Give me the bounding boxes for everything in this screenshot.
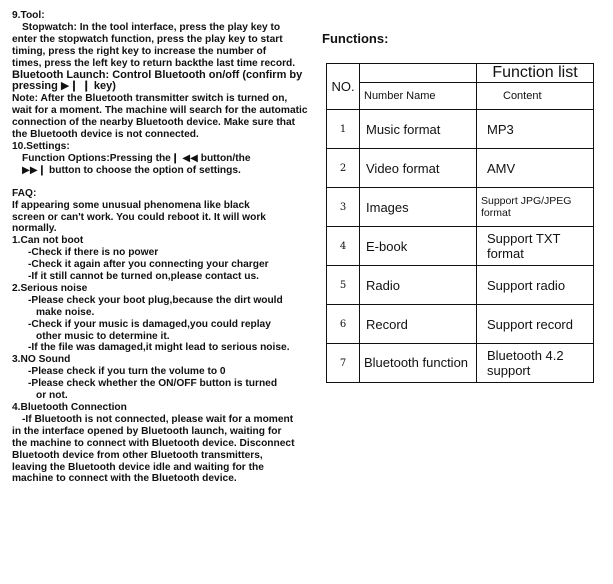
settings-line: ▶▶❙ button to choose the option of settings. <box>22 164 241 176</box>
faq-item-line: -Please check whether the ON/OFF button is turned <box>28 378 278 390</box>
faq-item-line: in the interface opened by Bluetooth launch, waiting for <box>12 425 282 437</box>
faq-item-title: 4.Bluetooth Connection <box>12 402 127 413</box>
table-row <box>327 227 594 266</box>
row-name: E-book <box>360 227 477 266</box>
faq-heading: FAQ: <box>12 187 37 199</box>
settings-line: Function Options:Pressing the❙ ◀◀ button/the <box>22 152 251 164</box>
header-content: Content <box>477 83 594 110</box>
faq-intro-line: normally. <box>12 223 57 235</box>
functions-title: Functions: <box>322 31 389 46</box>
row-content: Support TXT format <box>477 227 594 266</box>
row-content: Support record <box>477 305 594 344</box>
faq-intro-line: screen or can't work. You could reboot it. It will work <box>12 211 266 223</box>
row-name: Radio <box>360 266 477 305</box>
faq-item-line: -Check it again after you connecting your charger <box>28 259 269 271</box>
functions-table <box>326 63 594 383</box>
header-number-name: Number Name <box>360 83 477 110</box>
table-row <box>327 110 594 149</box>
faq-item-line: or not. <box>36 390 68 402</box>
row-content: MP3 <box>477 110 594 149</box>
row-number: 3 <box>327 188 360 227</box>
stopwatch-line: Stopwatch: In the tool interface, press the play key to <box>22 21 281 33</box>
row-number: 1 <box>327 110 360 149</box>
faq-item-line: -Check if there is no power <box>28 247 159 259</box>
bluetooth-launch-line-2: pressing ▶❙ ❙ key) <box>12 80 116 93</box>
row-name: Video format <box>360 149 477 188</box>
header-function-list: Function list <box>477 64 594 83</box>
faq-item-line: -Please check if you turn the volume to 0 <box>28 366 226 378</box>
faq-item-line: -If the file was damaged,it might lead to serious noise. <box>28 342 290 354</box>
faq-item-line: make noise. <box>36 306 95 318</box>
row-content: Bluetooth 4.2 support <box>477 344 594 383</box>
faq-item-line: Bluetooth device from other Bluetooth transmitters, <box>12 449 263 461</box>
bluetooth-launch-label: Bluetooth Launch <box>12 68 106 81</box>
note-line: connection of the nearby Bluetooth device. Make sure that <box>12 117 296 129</box>
row-number: 4 <box>327 227 360 266</box>
faq-item-line: leaving the Bluetooth device idle and waiting for the <box>12 461 264 473</box>
table-row <box>327 305 594 344</box>
row-number: 5 <box>327 266 360 305</box>
row-name: Music format <box>360 110 477 149</box>
faq-intro-line: If appearing some unusual phenomena like black <box>12 199 250 211</box>
table-row <box>327 266 594 305</box>
note-line: wait for a moment. The machine will search for the automatic <box>12 105 308 117</box>
faq-item-line: -If Bluetooth is not connected, please wait for a moment <box>22 413 294 425</box>
row-content: Support JPG/JPEG format <box>477 188 594 227</box>
bluetooth-launch-text: : Control Bluetooth on/off (confirm by <box>105 68 303 81</box>
faq-item-line: other music to determine it. <box>36 330 170 342</box>
faq-item-title: 2.Serious noise <box>12 282 88 294</box>
header-blank <box>360 64 477 83</box>
row-name: Images <box>360 188 477 227</box>
manual-text-column <box>12 10 312 485</box>
stopwatch-line: timing, press the right key to increase the number of <box>12 45 267 57</box>
settings-heading: 10.Settings: <box>12 140 70 152</box>
table-row <box>327 344 594 383</box>
faq-item-line: -Check if your music is damaged,you could replay <box>28 318 271 330</box>
table-row <box>327 188 594 227</box>
table-row <box>327 149 594 188</box>
faq-item-line: the machine to connect with Bluetooth device. Disconnect <box>12 437 295 449</box>
faq-item-line: machine to connect with the Bluetooth device. <box>12 473 237 485</box>
row-number: 6 <box>327 305 360 344</box>
row-name: Bluetooth function <box>360 344 477 383</box>
row-name: Record <box>360 305 477 344</box>
row-content: AMV <box>477 149 594 188</box>
row-number: 7 <box>327 344 360 383</box>
faq-item-title: 1.Can not boot <box>12 235 84 247</box>
row-number: 2 <box>327 149 360 188</box>
tool-heading: 9.Tool: <box>12 10 45 21</box>
header-no: NO. <box>327 64 360 110</box>
row-content: Support radio <box>477 266 594 305</box>
faq-item-line: -Please check your boot plug,because the dirt would <box>28 294 283 306</box>
faq-item-line: -If it still cannot be turned on,please contact us. <box>28 271 259 283</box>
stopwatch-line: times, press the left key to return backthe last time record. <box>12 57 296 69</box>
note-line: Note: After the Bluetooth transmitter switch is turned on, <box>12 93 288 105</box>
note-line: the Bluetooth device is not connected. <box>12 129 199 141</box>
stopwatch-line: enter the stopwatch function, press the play key to start <box>12 33 283 45</box>
faq-item-title: 3.NO Sound <box>12 354 71 366</box>
